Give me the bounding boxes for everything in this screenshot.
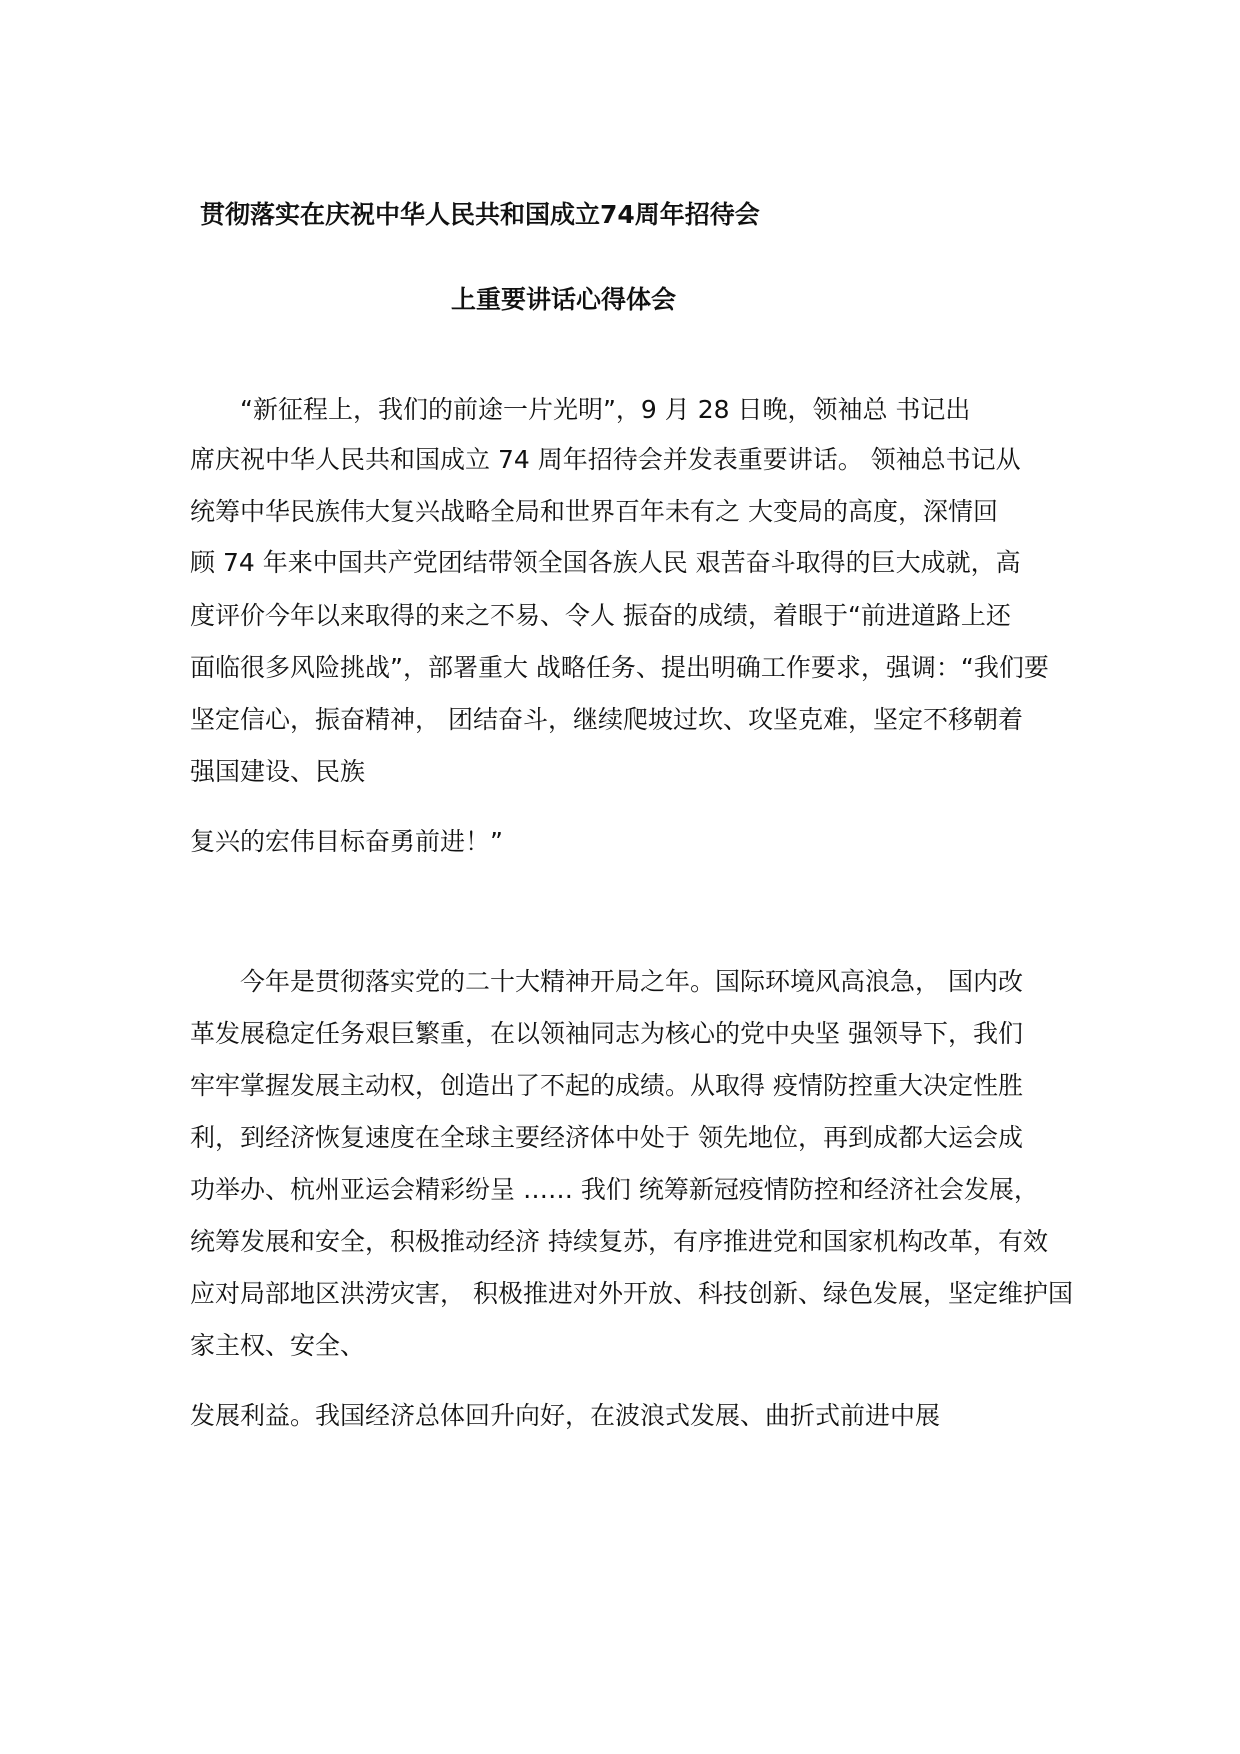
paragraph-line: 复兴的宏伟目标奋勇前进！” — [190, 827, 503, 856]
paragraph-line: 革发展稳定任务艰巨繁重，在以领袖同志为核心的党中央坚 强领导下，我们 — [190, 1019, 1023, 1048]
paragraph-line: 席庆祝中华人民共和国成立 74 周年招待会并发表重要讲话。 领袖总书记从 — [190, 445, 1021, 474]
paragraph-line: “新征程上，我们的前途一片光明”，9 月 28 日晚，领袖总 书记出 — [190, 395, 971, 424]
paragraph-line: 统筹发展和安全，积极推动经济 持续复苏，有序推进党和国家机构改革，有效 — [190, 1227, 1048, 1256]
paragraph-line: 今年是贯彻落实党的二十大精神开局之年。国际环境风高浪急， 国内改 — [190, 967, 1023, 996]
paragraph-line: 坚定信心，振奋精神， 团结奋斗，继续爬坡过坎、攻坚克难，坚定不移朝着 — [190, 705, 1023, 734]
paragraph-line: 度评价今年以来取得的来之不易、令人 振奋的成绩，着眼于“前进道路上还 — [190, 601, 1011, 630]
paragraph-line: 顾 74 年来中国共产党团结带领全国各族人民 艰苦奋斗取得的巨大成就，高 — [190, 548, 1021, 577]
paragraph-line: 牢牢掌握发展主动权，创造出了不起的成绩。从取得 疫情防控重大决定性胜 — [190, 1071, 1023, 1100]
paragraph-line: 发展利益。我国经济总体回升向好，在波浪式发展、曲折式前进中展 — [190, 1401, 941, 1430]
paragraph-line: 功举办、杭州亚运会精彩纷呈 …… 我们 统筹新冠疫情防控和经济社会发展， — [190, 1175, 1039, 1204]
paragraph-line: 利，到经济恢复速度在全球主要经济体中处于 领先地位，再到成都大运会成 — [190, 1123, 1023, 1152]
paragraph-line: 强国建设、民族 — [190, 757, 366, 786]
paragraph-line: 家主权、安全、 — [190, 1331, 366, 1360]
paragraph-line: 应对局部地区洪涝灾害， 积极推进对外开放、科技创新、绿色发展，坚定维护国 — [190, 1279, 1073, 1308]
paragraph-line: 统筹中华民族伟大复兴战略全局和世界百年未有之 大变局的高度，深情回 — [190, 497, 998, 526]
document-title-line-1: 贯彻落实在庆祝中华人民共和国成立74周年招待会 — [200, 200, 760, 229]
document-title-line-2: 上重要讲话心得体会 — [451, 285, 677, 314]
paragraph-line: 面临很多风险挑战”，部署重大 战略任务、提出明确工作要求，强调：“我们要 — [190, 653, 1049, 682]
